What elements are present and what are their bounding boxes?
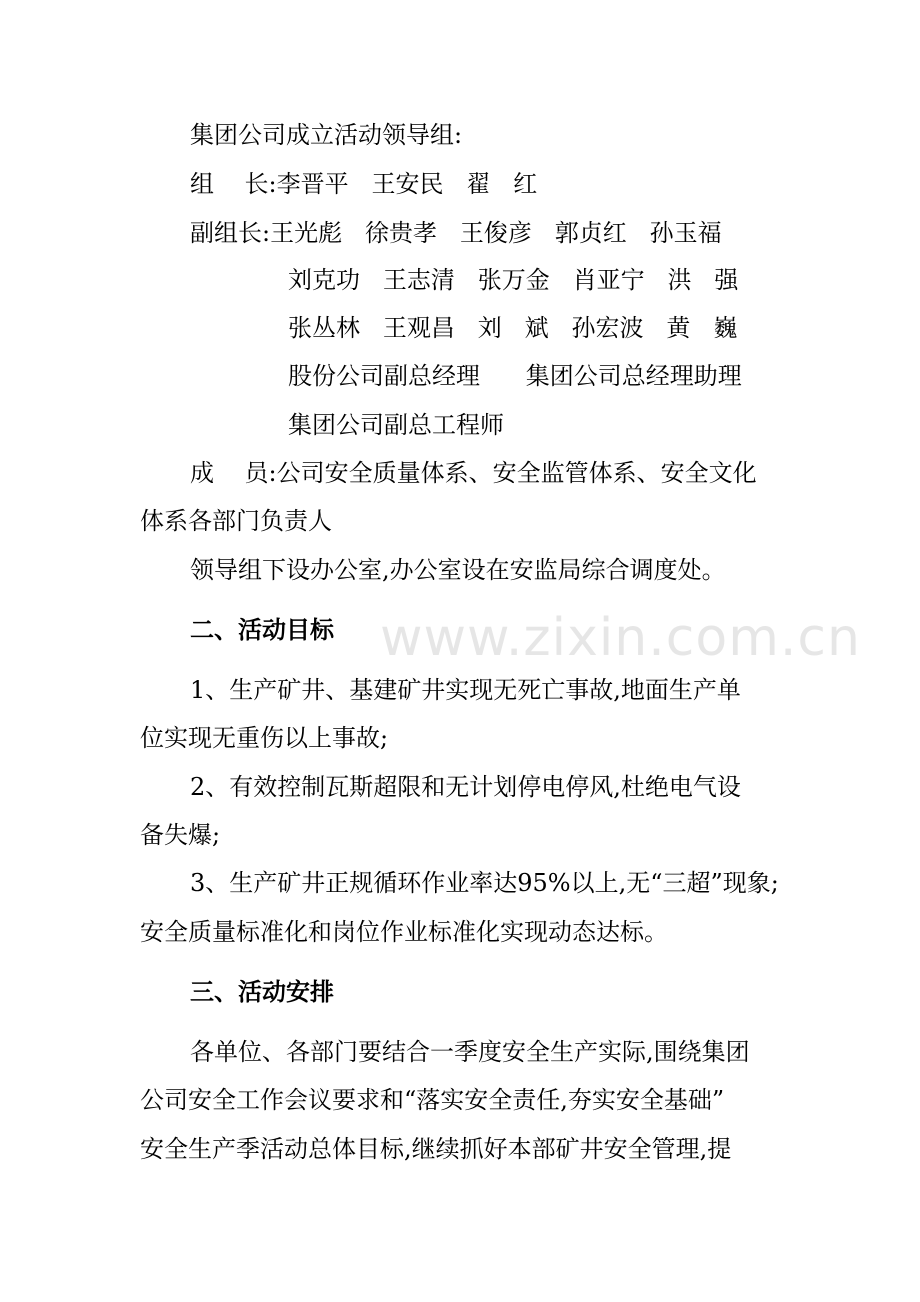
office-line: 领导组下设办公室,办公室设在安监局综合调度处。 <box>190 556 726 584</box>
deputy-names-row2: 刘克功 王志清 张万金 肖亚宁 洪 强 <box>288 266 739 294</box>
leader-label: 组 长: <box>190 170 277 198</box>
goal-item3-line1: 3、生产矿井正规循环作业率达95%以上,无“三超”现象; <box>190 869 779 897</box>
deputy-names-row5: 集团公司副总工程师 <box>288 411 504 439</box>
deputy-names-row3: 张丛林 王观昌 刘 斌 孙宏波 黄 巍 <box>288 314 738 342</box>
section2-heading: 二、活动目标 <box>190 616 334 644</box>
deputy-label: 副组长: <box>190 219 271 247</box>
leader-line <box>190 169 537 199</box>
members-line2: 体系各部门负责人 <box>140 507 332 535</box>
deputy-names-row1: 王光彪 徐贵孝 王俊彦 郭贞红 孙玉福 <box>270 219 722 247</box>
leader-names: 李晋平 王安民 翟 红 <box>276 170 538 198</box>
watermark: www.zixin.com.cn <box>380 608 861 668</box>
deputy-line <box>190 218 722 248</box>
deputy-names-row4: 股份公司副总经理 集团公司总经理助理 <box>288 362 742 390</box>
arrangement-para-line1: 各单位、各部门要结合一季度安全生产实际,围绕集团 <box>190 1038 750 1066</box>
goal-item3-line2: 安全质量标准化和岗位作业标准化实现动态达标。 <box>140 918 668 946</box>
arrangement-para-line2: 公司安全工作会议要求和“落实安全责任,夯实安全基础” <box>140 1086 725 1114</box>
goal-item1-line1: 1、生产矿井、基建矿井实现无死亡事故,地面生产单 <box>190 676 741 704</box>
section3-heading: 三、活动安排 <box>190 978 334 1006</box>
members-line1: 成 员:公司安全质量体系、安全监管体系、安全文化 <box>190 459 757 487</box>
goal-item2-line2: 备失爆; <box>140 821 221 849</box>
goal-item1-line2: 位实现无重伤以上事故; <box>140 724 389 752</box>
goal-item2-line1: 2、有效控制瓦斯超限和无计划停电停风,杜绝电气设 <box>190 773 741 801</box>
leadership-intro: 集团公司成立活动领导组: <box>190 121 463 149</box>
arrangement-para-line3: 安全生产季活动总体目标,继续抓好本部矿井安全管理,提 <box>140 1135 732 1163</box>
